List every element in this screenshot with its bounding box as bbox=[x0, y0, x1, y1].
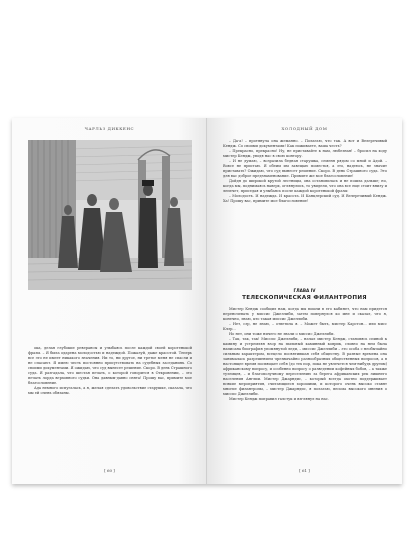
engraving-image bbox=[28, 140, 192, 290]
right-page-text-bottom bbox=[223, 307, 387, 402]
paragraph: Но нет, они тоже ничего не знали о миссис Джеллиби. bbox=[229, 332, 335, 336]
paragraph: ока, делая глубокие реверансы и улыбаясь после каждой своей коротенькой фразы. – Я была одарена молодостью и надеждой. Пожалуй, даже красотой. Теперь все это не имеет никакого значения. Ни то, ни другое, ни третье меня не спасли и не спасают. Я имею честь постоянно присутствовать на судебных заседаниях. Со своими документами. Я ожидаю, что суд вынесет решение. Скоро. В день Страшного суда. Я разгадала, что шестая печать, о которой говорится в Откровении, – это печать лорда верховного судьи. Она давным-давно снята! Прошу вас, примите мое благословение. bbox=[28, 346, 192, 385]
paragraph: – Так, так, так! Миссис Джеллиби, – начал мистер Кендж, становясь спиной к камину и устремляя взор на пыльный каминный коврик, словно на нем была написана биография упомянутой леди, – миссис Джеллиби – это особа с необычайно сильным характером, всецело посвятившая себя обществу. В разные времена она занималась разрешением чрезвычайно разнообразных общественных вопросов, а в настоящее время посвящает себя (до тех пор, пока не увлечется чем-нибудь другим) африканскому вопросу, и особенно вопросу о разведении кофейных бобов, – а также туземцев, – и благополучному переселению за берега африканских рек лишнего населения Англии. Мистер Джарндис, – который всегда охотно поддерживает всякие мероприятия, считающиеся хорошими, и которого очень высоко ставят многие филантропы, – мистер Джарндис, я полагаю, весьма высокого мнения о миссис Джеллиби. bbox=[223, 337, 387, 396]
paragraph: Дойдя до широкой крутой лестницы, она остановилась и не пошла дальше; но, когда мы, поднимаясь наверх, оглянулись, то увидели, что она все еще стоит внизу и лепечет, приседая и улыбаясь после каждой коротенькой фразы: bbox=[223, 179, 387, 193]
left-page-text bbox=[28, 346, 192, 396]
paragraph: Мистер Кендж поправил галстук и взглянул на нас. bbox=[229, 397, 329, 401]
right-page-text-top bbox=[223, 139, 387, 204]
paragraph: Ада немного испугалась, а я, желая сделать удовольствие старушке, сказала, что мы ей очень обязаны. bbox=[28, 386, 192, 395]
paragraph: – И не думаю, – возразила бедная старушка, семеня рядом со мной и Адой. – Вовсе не пристаю. Я обеим им завещаю поместья, а это, надеюсь, не значит приставать? Ожидаю, что суд вынесет решение. Скоро. В день Страшного суда. Это для вас доброе предзнаменование. Примите же мое благословение! bbox=[223, 159, 387, 178]
paragraph: – Да-а! – протянула она жеманно. – Полагаю, что так. А вот и Велеречивый Кендж. Со своими документами! Как поживаете, ваша честь? bbox=[223, 139, 387, 148]
running-head-author: ЧАРЛЬЗ ДИККЕНС bbox=[84, 126, 135, 131]
paragraph: Мистер Кендж сообщил нам, когда мы вошли в его кабинет, что нам придется переночевать у миссис Джеллиби, затем повернулся ко мне и сказал, что я, конечно, знаю, кто такая миссис Джеллиби. bbox=[223, 307, 387, 321]
paragraph: – Нет, сэр, не знаю, – ответила я. – Может быть, мистер Карстон... или мисс Клэр... bbox=[223, 322, 387, 331]
running-head-title: ХОЛОДНЫЙ ДОМ bbox=[281, 126, 328, 131]
page-number: [ 61 ] bbox=[299, 468, 310, 473]
paragraph: – Прекрасно, прекрасно! Ну, не приставайте к нам, любезная! – бросил на ходу мистер Кендж, уводя нас в свою контору. bbox=[223, 149, 387, 158]
chapter-title: ТЕЛЕСКОПИЧЕСКАЯ ФИЛАНТРОПИЯ bbox=[242, 295, 367, 301]
paragraph: – Молодость. И надежда. И красота. И Канцлерский суд. И Велеречивый Кендж. Ха! Прошу вас, примите мое благословение! bbox=[223, 194, 387, 203]
right-page bbox=[207, 118, 402, 484]
chapter-number: ГЛАВА IV bbox=[293, 288, 316, 293]
page-number: [ 60 ] bbox=[104, 468, 115, 473]
book-spread bbox=[12, 118, 402, 484]
book-illustration bbox=[28, 140, 192, 290]
left-page bbox=[12, 118, 207, 484]
